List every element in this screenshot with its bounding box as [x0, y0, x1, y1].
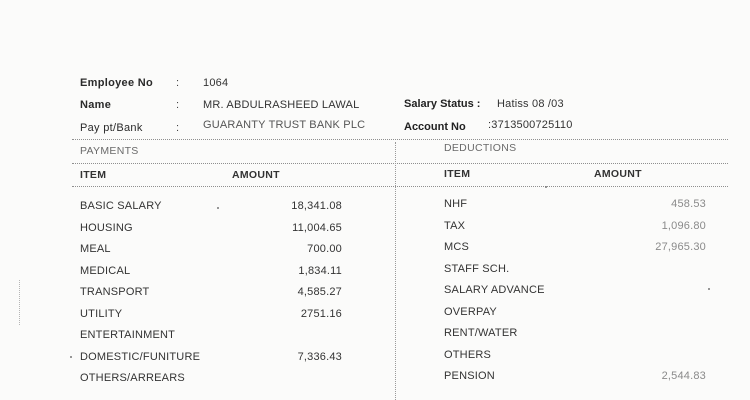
payments-row-amount: 18,341.08 [291, 200, 342, 212]
deductions-row-item: STAFF SCH. [444, 262, 510, 275]
deductions-row-item: SALARY ADVANCE [444, 284, 545, 296]
payments-title: PAYMENTS [80, 145, 139, 157]
employee-no-colon: : [176, 77, 180, 89]
employee-no-value: 1064 [203, 77, 229, 89]
name-value: MR. ABDULRASHEED LAWAL [203, 99, 360, 111]
payments-row-item: MEDICAL [80, 264, 131, 277]
deductions-row-item: OVERPAY [444, 305, 497, 318]
deductions-row-amount: 2,544.83 [661, 370, 706, 382]
scan-speck [70, 356, 72, 358]
scan-speck [217, 207, 219, 209]
scan-speck [708, 288, 710, 290]
salary-status-label: Salary Status : [404, 98, 481, 110]
name-label: Name [80, 99, 112, 111]
account-no-value: :3713500725110 [488, 119, 573, 131]
payments-row-amount: 7,336.43 [297, 350, 342, 363]
payments-row-item: ENTERTAINMENT [80, 329, 176, 341]
deductions-row-amount: 27,965.30 [655, 241, 706, 253]
deductions-row-item: NHF [444, 198, 468, 210]
column-header-rule [72, 186, 728, 187]
paypt-bank-label: Pay pt/Bank [80, 122, 143, 134]
payments-amount-header: AMOUNT [232, 169, 280, 181]
payments-row-item: DOMESTIC/FUNITURE [80, 350, 201, 363]
section-title-rule [72, 163, 728, 164]
deductions-item-header: ITEM [444, 168, 471, 180]
payments-row-item: OTHERS/ARREARS [80, 372, 185, 384]
deductions-row-item: PENSION [444, 370, 495, 382]
payments-row-amount: 1,834.11 [298, 264, 342, 277]
payments-row-item: HOUSING [80, 221, 133, 234]
account-no-label: Account No [404, 121, 466, 133]
name-colon: : [176, 99, 180, 111]
payments-row-amount: 2751.16 [300, 307, 342, 320]
deductions-row-item: MCS [444, 241, 470, 253]
deductions-row-amount: 458.53 [671, 198, 706, 210]
payments-row-item: MEAL [80, 243, 111, 255]
payments-row-item: BASIC SALARY [80, 200, 162, 212]
scan-speck [545, 186, 547, 188]
payments-row-item: TRANSPORT [80, 286, 150, 298]
paypt-bank-colon: : [176, 122, 180, 134]
table-top-rule [72, 139, 728, 140]
deductions-amount-header: AMOUNT [594, 168, 642, 180]
salary-status-value: Hatiss 08 /03 [497, 98, 564, 110]
paypt-bank-value: GUARANTY TRUST BANK PLC [203, 119, 366, 131]
deductions-row-amount: 1,096.80 [661, 219, 706, 232]
deductions-row-item: TAX [444, 219, 466, 232]
column-divider [395, 142, 396, 400]
employee-no-label: Employee No [80, 77, 153, 89]
payments-row-amount: 11,004.65 [292, 221, 342, 234]
deductions-title: DEDUCTIONS [444, 142, 517, 154]
payments-row-item: UTILITY [80, 307, 123, 320]
deductions-row-item: RENT/WATER [444, 327, 518, 339]
payments-row-amount: 700.00 [307, 243, 342, 255]
payments-row-amount: 4,585.27 [297, 286, 342, 298]
margin-mark [19, 280, 20, 325]
payments-item-header: ITEM [80, 169, 107, 181]
deductions-row-item: OTHERS [444, 348, 492, 361]
